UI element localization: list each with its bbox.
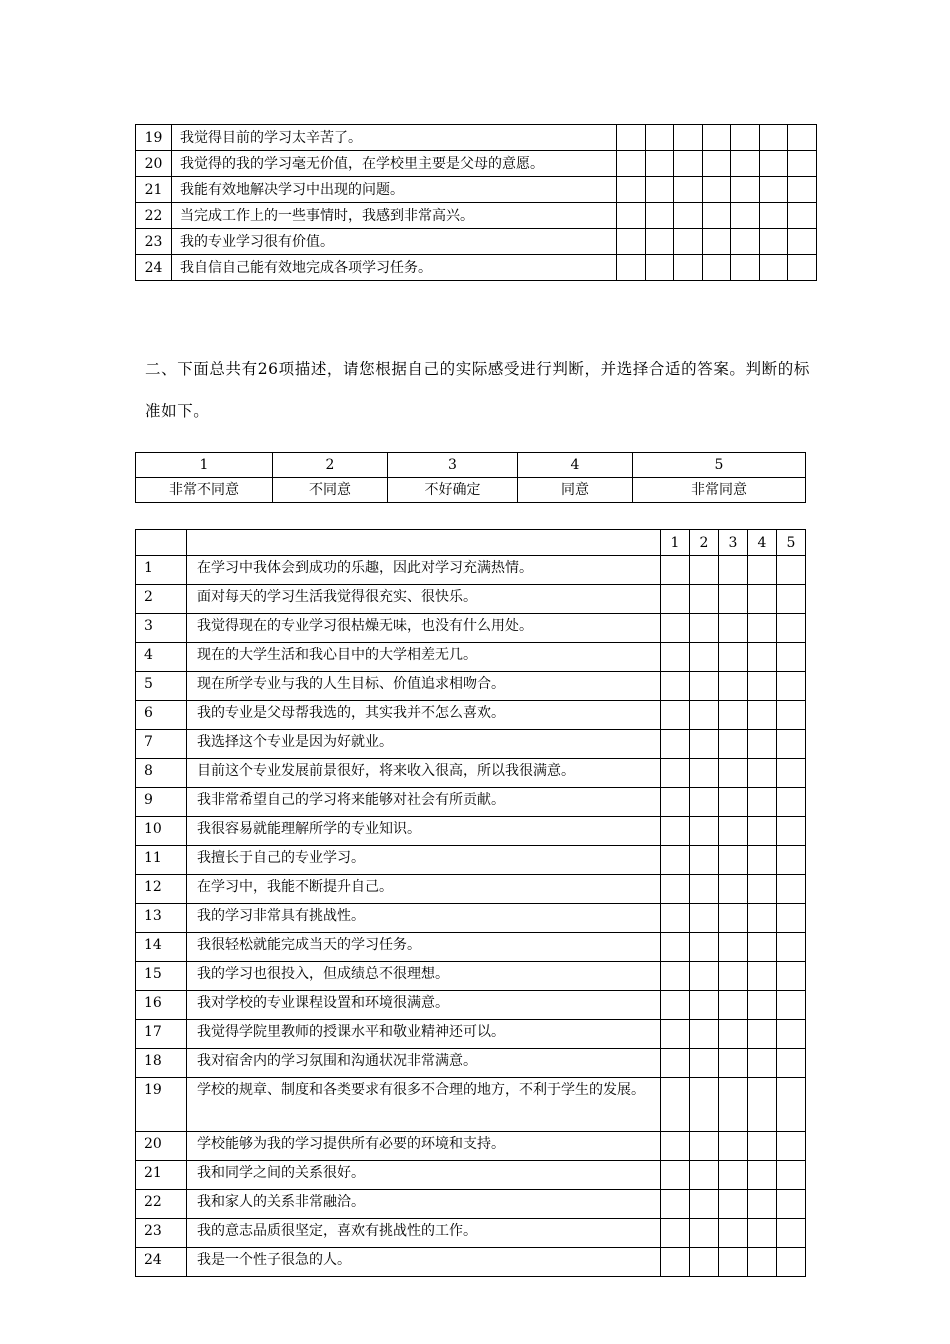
item-number: 13 xyxy=(136,904,187,933)
rating-answer-cell[interactable] xyxy=(777,788,806,817)
item-statement: 我觉得现在的专业学习很枯燥无味，也没有什么用处。 xyxy=(187,614,661,643)
rating-answer-cell[interactable] xyxy=(748,1219,777,1248)
rating-answer-cell[interactable] xyxy=(748,585,777,614)
rating-answer-cell[interactable] xyxy=(748,672,777,701)
rating-answer-cell[interactable] xyxy=(674,177,703,203)
rating-answer-cell[interactable] xyxy=(760,203,788,229)
rating-answer-cell[interactable] xyxy=(760,229,788,255)
item-statement: 我觉得学院里教师的授课水平和敬业精神还可以。 xyxy=(187,1020,661,1049)
header-rating: 1 xyxy=(661,530,690,556)
rating-answer-cell[interactable] xyxy=(703,229,731,255)
rating-answer-cell[interactable] xyxy=(646,125,674,151)
rating-answer-cell[interactable] xyxy=(661,701,690,730)
item-number: 19 xyxy=(136,1078,187,1132)
rating-answer-cell[interactable] xyxy=(748,1132,777,1161)
item-number: 23 xyxy=(136,229,172,255)
rating-answer-cell[interactable] xyxy=(719,730,748,759)
rating-answer-cell[interactable] xyxy=(617,177,646,203)
table-row xyxy=(136,556,806,585)
rating-answer-cell[interactable] xyxy=(719,585,748,614)
rating-answer-cell[interactable] xyxy=(719,933,748,962)
table-row xyxy=(136,817,806,846)
rating-answer-cell[interactable] xyxy=(661,788,690,817)
section-instruction: 二、下面总共有26项描述，请您根据自己的实际感受进行判断，并选择合适的答案。判断的标准如下。 xyxy=(145,360,810,420)
rating-answer-cell[interactable] xyxy=(690,759,719,788)
rating-answer-cell[interactable] xyxy=(690,556,719,585)
rating-answer-cell[interactable] xyxy=(731,177,760,203)
header-rating: 3 xyxy=(719,530,748,556)
rating-answer-cell[interactable] xyxy=(719,643,748,672)
rating-answer-cell[interactable] xyxy=(703,151,731,177)
rating-answer-cell[interactable] xyxy=(777,991,806,1020)
rating-answer-cell[interactable] xyxy=(777,904,806,933)
rating-answer-cell[interactable] xyxy=(661,904,690,933)
item-statement: 我非常希望自己的学习将来能够对社会有所贡献。 xyxy=(187,788,661,817)
rating-answer-cell[interactable] xyxy=(703,125,731,151)
item-statement: 我和家人的关系非常融洽。 xyxy=(187,1190,661,1219)
rating-answer-cell[interactable] xyxy=(690,701,719,730)
rating-answer-cell[interactable] xyxy=(661,962,690,991)
item-statement: 在学习中我体会到成功的乐趣，因此对学习充满热情。 xyxy=(187,556,661,585)
item-statement: 我选择这个专业是因为好就业。 xyxy=(187,730,661,759)
rating-answer-cell[interactable] xyxy=(760,177,788,203)
rating-answer-cell[interactable] xyxy=(748,759,777,788)
rating-answer-cell[interactable] xyxy=(646,151,674,177)
rating-answer-cell[interactable] xyxy=(748,643,777,672)
rating-answer-cell[interactable] xyxy=(690,1020,719,1049)
rating-answer-cell[interactable] xyxy=(777,585,806,614)
rating-answer-cell[interactable] xyxy=(646,229,674,255)
rating-answer-cell[interactable] xyxy=(719,1248,748,1277)
rating-answer-cell[interactable] xyxy=(719,1078,748,1132)
rating-answer-cell[interactable] xyxy=(719,1190,748,1219)
rating-answer-cell[interactable] xyxy=(748,933,777,962)
rating-answer-cell[interactable] xyxy=(760,255,788,281)
rating-answer-cell[interactable] xyxy=(777,614,806,643)
rating-answer-cell[interactable] xyxy=(777,1219,806,1248)
rating-answer-cell[interactable] xyxy=(617,255,646,281)
questionnaire-table-part1 xyxy=(135,124,817,281)
scale-label: 不好确定 xyxy=(388,478,518,503)
table-row xyxy=(136,875,806,904)
questionnaire-table-part2 xyxy=(135,529,806,1277)
item-number: 22 xyxy=(136,1190,187,1219)
item-statement: 我对学校的专业课程设置和环境很满意。 xyxy=(187,991,661,1020)
header-rating: 2 xyxy=(690,530,719,556)
rating-answer-cell[interactable] xyxy=(748,962,777,991)
table-row xyxy=(136,1190,806,1219)
scale-label: 非常不同意 xyxy=(136,478,273,503)
rating-answer-cell[interactable] xyxy=(661,759,690,788)
table-row xyxy=(136,991,806,1020)
rating-answer-cell[interactable] xyxy=(703,177,731,203)
item-statement: 我觉得的我的学习毫无价值，在学校里主要是父母的意愿。 xyxy=(172,151,617,177)
item-statement: 我的专业学习很有价值。 xyxy=(172,229,617,255)
table-row xyxy=(136,962,806,991)
item-number: 22 xyxy=(136,203,172,229)
scale-number: 5 xyxy=(633,453,806,478)
rating-answer-cell[interactable] xyxy=(617,125,646,151)
rating-answer-cell[interactable] xyxy=(788,229,817,255)
item-number: 20 xyxy=(136,151,172,177)
rating-answer-cell[interactable] xyxy=(777,962,806,991)
item-statement: 现在的大学生活和我心目中的大学相差无几。 xyxy=(187,643,661,672)
rating-answer-cell[interactable] xyxy=(719,846,748,875)
rating-answer-cell[interactable] xyxy=(719,875,748,904)
rating-answer-cell[interactable] xyxy=(788,177,817,203)
table-row xyxy=(136,1020,806,1049)
table-row xyxy=(136,672,806,701)
item-number: 11 xyxy=(136,846,187,875)
item-number: 20 xyxy=(136,1132,187,1161)
scale-label-row xyxy=(136,478,806,503)
rating-answer-cell[interactable] xyxy=(661,1078,690,1132)
table-row xyxy=(136,1132,806,1161)
rating-answer-cell[interactable] xyxy=(788,203,817,229)
item-statement: 面对每天的学习生活我觉得很充实、很快乐。 xyxy=(187,585,661,614)
rating-answer-cell[interactable] xyxy=(661,817,690,846)
rating-answer-cell[interactable] xyxy=(690,1190,719,1219)
rating-answer-cell[interactable] xyxy=(719,1219,748,1248)
rating-answer-cell[interactable] xyxy=(703,255,731,281)
rating-answer-cell[interactable] xyxy=(760,125,788,151)
scale-number: 2 xyxy=(273,453,388,478)
header-rating: 5 xyxy=(777,530,806,556)
rating-answer-cell[interactable] xyxy=(760,151,788,177)
table-row xyxy=(136,904,806,933)
header-rating: 4 xyxy=(748,530,777,556)
item-number: 16 xyxy=(136,991,187,1020)
rating-answer-cell[interactable] xyxy=(748,788,777,817)
item-number: 10 xyxy=(136,817,187,846)
item-statement: 当完成工作上的一些事情时，我感到非常高兴。 xyxy=(172,203,617,229)
rating-answer-cell[interactable] xyxy=(788,151,817,177)
rating-answer-cell[interactable] xyxy=(731,255,760,281)
item-statement: 学校的规章、制度和各类要求有很多不合理的地方，不利于学生的发展。 xyxy=(187,1078,661,1132)
rating-answer-cell[interactable] xyxy=(777,759,806,788)
item-statement: 目前这个专业发展前景很好，将来收入很高，所以我很满意。 xyxy=(187,759,661,788)
table-row xyxy=(136,1078,806,1132)
rating-answer-cell[interactable] xyxy=(690,962,719,991)
rating-answer-cell[interactable] xyxy=(690,614,719,643)
item-statement: 学校能够为我的学习提供所有必要的环境和支持。 xyxy=(187,1132,661,1161)
rating-answer-cell[interactable] xyxy=(661,1020,690,1049)
item-number: 18 xyxy=(136,1049,187,1078)
rating-answer-cell[interactable] xyxy=(690,1161,719,1190)
rating-answer-cell[interactable] xyxy=(777,1020,806,1049)
rating-answer-cell[interactable] xyxy=(777,556,806,585)
table-row xyxy=(136,1049,806,1078)
item-number: 3 xyxy=(136,614,187,643)
table-row xyxy=(136,643,806,672)
rating-answer-cell[interactable] xyxy=(731,151,760,177)
table-row xyxy=(136,203,817,229)
rating-answer-cell[interactable] xyxy=(690,1049,719,1078)
rating-answer-cell[interactable] xyxy=(748,875,777,904)
rating-answer-cell[interactable] xyxy=(719,1132,748,1161)
table-row xyxy=(136,177,817,203)
rating-answer-cell[interactable] xyxy=(719,1161,748,1190)
scale-label: 同意 xyxy=(518,478,633,503)
item-statement: 我很轻松就能完成当天的学习任务。 xyxy=(187,933,661,962)
rating-answer-cell[interactable] xyxy=(661,614,690,643)
item-statement: 我的专业是父母帮我选的，其实我并不怎么喜欢。 xyxy=(187,701,661,730)
rating-answer-cell[interactable] xyxy=(777,701,806,730)
rating-answer-cell[interactable] xyxy=(719,672,748,701)
item-number: 19 xyxy=(136,125,172,151)
rating-answer-cell[interactable] xyxy=(777,846,806,875)
rating-answer-cell[interactable] xyxy=(719,991,748,1020)
rating-answer-cell[interactable] xyxy=(777,730,806,759)
rating-answer-cell[interactable] xyxy=(661,1219,690,1248)
rating-answer-cell[interactable] xyxy=(777,1190,806,1219)
item-number: 1 xyxy=(136,556,187,585)
rating-answer-cell[interactable] xyxy=(748,1248,777,1277)
table-row xyxy=(136,1248,806,1277)
rating-answer-cell[interactable] xyxy=(719,788,748,817)
item-statement: 我的意志品质很坚定，喜欢有挑战性的工作。 xyxy=(187,1219,661,1248)
rating-answer-cell[interactable] xyxy=(661,846,690,875)
rating-answer-cell[interactable] xyxy=(646,255,674,281)
rating-answer-cell[interactable] xyxy=(777,817,806,846)
rating-answer-cell[interactable] xyxy=(748,1049,777,1078)
item-statement: 我的学习也很投入，但成绩总不很理想。 xyxy=(187,962,661,991)
rating-answer-cell[interactable] xyxy=(719,556,748,585)
item-statement: 我和同学之间的关系很好。 xyxy=(187,1161,661,1190)
item-number: 21 xyxy=(136,177,172,203)
rating-answer-cell[interactable] xyxy=(617,203,646,229)
rating-answer-cell[interactable] xyxy=(777,1049,806,1078)
item-statement: 我的学习非常具有挑战性。 xyxy=(187,904,661,933)
table-row xyxy=(136,759,806,788)
rating-answer-cell[interactable] xyxy=(719,1020,748,1049)
item-number: 5 xyxy=(136,672,187,701)
rating-answer-cell[interactable] xyxy=(719,759,748,788)
item-number: 17 xyxy=(136,1020,187,1049)
rating-answer-cell[interactable] xyxy=(661,933,690,962)
table-row xyxy=(136,585,806,614)
item-statement: 我能有效地解决学习中出现的问题。 xyxy=(172,177,617,203)
item-number: 24 xyxy=(136,1248,187,1277)
table-row xyxy=(136,1219,806,1248)
rating-answer-cell[interactable] xyxy=(617,151,646,177)
rating-answer-cell[interactable] xyxy=(690,875,719,904)
rating-answer-cell[interactable] xyxy=(748,1020,777,1049)
rating-answer-cell[interactable] xyxy=(661,991,690,1020)
item-statement: 我觉得目前的学习太辛苦了。 xyxy=(172,125,617,151)
item-statement: 在学习中，我能不断提升自己。 xyxy=(187,875,661,904)
rating-answer-cell[interactable] xyxy=(661,672,690,701)
rating-answer-cell[interactable] xyxy=(661,875,690,904)
table-row xyxy=(136,788,806,817)
rating-answer-cell[interactable] xyxy=(748,1078,777,1132)
scale-number-row xyxy=(136,453,806,478)
rating-answer-cell[interactable] xyxy=(690,904,719,933)
rating-answer-cell[interactable] xyxy=(690,991,719,1020)
rating-answer-cell[interactable] xyxy=(690,1078,719,1132)
rating-answer-cell[interactable] xyxy=(748,846,777,875)
table-row xyxy=(136,255,817,281)
rating-answer-cell[interactable] xyxy=(777,933,806,962)
rating-answer-cell[interactable] xyxy=(719,962,748,991)
table-row xyxy=(136,1161,806,1190)
item-number: 7 xyxy=(136,730,187,759)
rating-answer-cell[interactable] xyxy=(661,1161,690,1190)
rating-answer-cell[interactable] xyxy=(646,177,674,203)
scale-label: 非常同意 xyxy=(633,478,806,503)
item-number: 2 xyxy=(136,585,187,614)
table-row xyxy=(136,846,806,875)
rating-answer-cell[interactable] xyxy=(690,1248,719,1277)
header-text-cell xyxy=(187,530,661,556)
item-number: 15 xyxy=(136,962,187,991)
rating-answer-cell[interactable] xyxy=(719,614,748,643)
scale-number: 3 xyxy=(388,453,518,478)
item-statement: 我很容易就能理解所学的专业知识。 xyxy=(187,817,661,846)
item-number: 21 xyxy=(136,1161,187,1190)
rating-answer-cell[interactable] xyxy=(777,1161,806,1190)
rating-answer-cell[interactable] xyxy=(748,1161,777,1190)
rating-answer-cell[interactable] xyxy=(690,672,719,701)
rating-answer-cell[interactable] xyxy=(690,933,719,962)
rating-answer-cell[interactable] xyxy=(690,1132,719,1161)
rating-answer-cell[interactable] xyxy=(661,643,690,672)
rating-answer-cell[interactable] xyxy=(690,1219,719,1248)
table-row xyxy=(136,701,806,730)
header-number-cell xyxy=(136,530,187,556)
rating-answer-cell[interactable] xyxy=(748,1190,777,1219)
table-row xyxy=(136,730,806,759)
table-row xyxy=(136,229,817,255)
rating-answer-cell[interactable] xyxy=(777,1078,806,1132)
rating-answer-cell[interactable] xyxy=(690,788,719,817)
item-number: 4 xyxy=(136,643,187,672)
rating-answer-cell[interactable] xyxy=(777,643,806,672)
table-row xyxy=(136,151,817,177)
rating-answer-cell[interactable] xyxy=(674,203,703,229)
rating-answer-cell[interactable] xyxy=(661,1049,690,1078)
rating-answer-cell[interactable] xyxy=(748,556,777,585)
rating-answer-cell[interactable] xyxy=(661,585,690,614)
table-header-row xyxy=(136,530,806,556)
rating-answer-cell[interactable] xyxy=(661,556,690,585)
rating-answer-cell[interactable] xyxy=(748,614,777,643)
rating-answer-cell[interactable] xyxy=(731,229,760,255)
rating-answer-cell[interactable] xyxy=(690,730,719,759)
rating-answer-cell[interactable] xyxy=(690,585,719,614)
rating-answer-cell[interactable] xyxy=(661,1190,690,1219)
table-row xyxy=(136,614,806,643)
item-statement: 我对宿舍内的学习氛围和沟通状况非常满意。 xyxy=(187,1049,661,1078)
rating-answer-cell[interactable] xyxy=(674,229,703,255)
rating-answer-cell[interactable] xyxy=(731,203,760,229)
rating-answer-cell[interactable] xyxy=(777,1132,806,1161)
rating-answer-cell[interactable] xyxy=(690,817,719,846)
rating-answer-cell[interactable] xyxy=(719,817,748,846)
rating-answer-cell[interactable] xyxy=(748,991,777,1020)
rating-answer-cell[interactable] xyxy=(719,701,748,730)
item-statement: 我擅长于自己的专业学习。 xyxy=(187,846,661,875)
scale-number: 1 xyxy=(136,453,273,478)
item-statement: 我自信自己能有效地完成各项学习任务。 xyxy=(172,255,617,281)
rating-answer-cell[interactable] xyxy=(777,1248,806,1277)
rating-answer-cell[interactable] xyxy=(674,125,703,151)
rating-answer-cell[interactable] xyxy=(788,125,817,151)
rating-answer-cell[interactable] xyxy=(646,203,674,229)
rating-answer-cell[interactable] xyxy=(661,1132,690,1161)
rating-answer-cell[interactable] xyxy=(748,701,777,730)
item-statement: 现在所学专业与我的人生目标、价值追求相吻合。 xyxy=(187,672,661,701)
table-row xyxy=(136,125,817,151)
item-number: 14 xyxy=(136,933,187,962)
scale-label: 不同意 xyxy=(273,478,388,503)
rating-answer-cell[interactable] xyxy=(719,1049,748,1078)
scale-number: 4 xyxy=(518,453,633,478)
item-number: 6 xyxy=(136,701,187,730)
rating-answer-cell[interactable] xyxy=(674,255,703,281)
rating-answer-cell[interactable] xyxy=(661,1248,690,1277)
rating-answer-cell[interactable] xyxy=(719,904,748,933)
rating-answer-cell[interactable] xyxy=(777,875,806,904)
rating-answer-cell[interactable] xyxy=(690,643,719,672)
rating-answer-cell[interactable] xyxy=(748,817,777,846)
item-number: 24 xyxy=(136,255,172,281)
rating-answer-cell[interactable] xyxy=(617,229,646,255)
rating-answer-cell[interactable] xyxy=(690,846,719,875)
item-number: 23 xyxy=(136,1219,187,1248)
table-row xyxy=(136,933,806,962)
rating-answer-cell[interactable] xyxy=(674,151,703,177)
rating-answer-cell[interactable] xyxy=(661,730,690,759)
rating-answer-cell[interactable] xyxy=(777,672,806,701)
item-number: 9 xyxy=(136,788,187,817)
rating-answer-cell[interactable] xyxy=(731,125,760,151)
rating-scale-table xyxy=(135,452,806,503)
item-statement: 我是一个性子很急的人。 xyxy=(187,1248,661,1277)
rating-answer-cell[interactable] xyxy=(748,904,777,933)
item-number: 12 xyxy=(136,875,187,904)
rating-answer-cell[interactable] xyxy=(703,203,731,229)
rating-answer-cell[interactable] xyxy=(748,730,777,759)
item-number: 8 xyxy=(136,759,187,788)
rating-answer-cell[interactable] xyxy=(788,255,817,281)
